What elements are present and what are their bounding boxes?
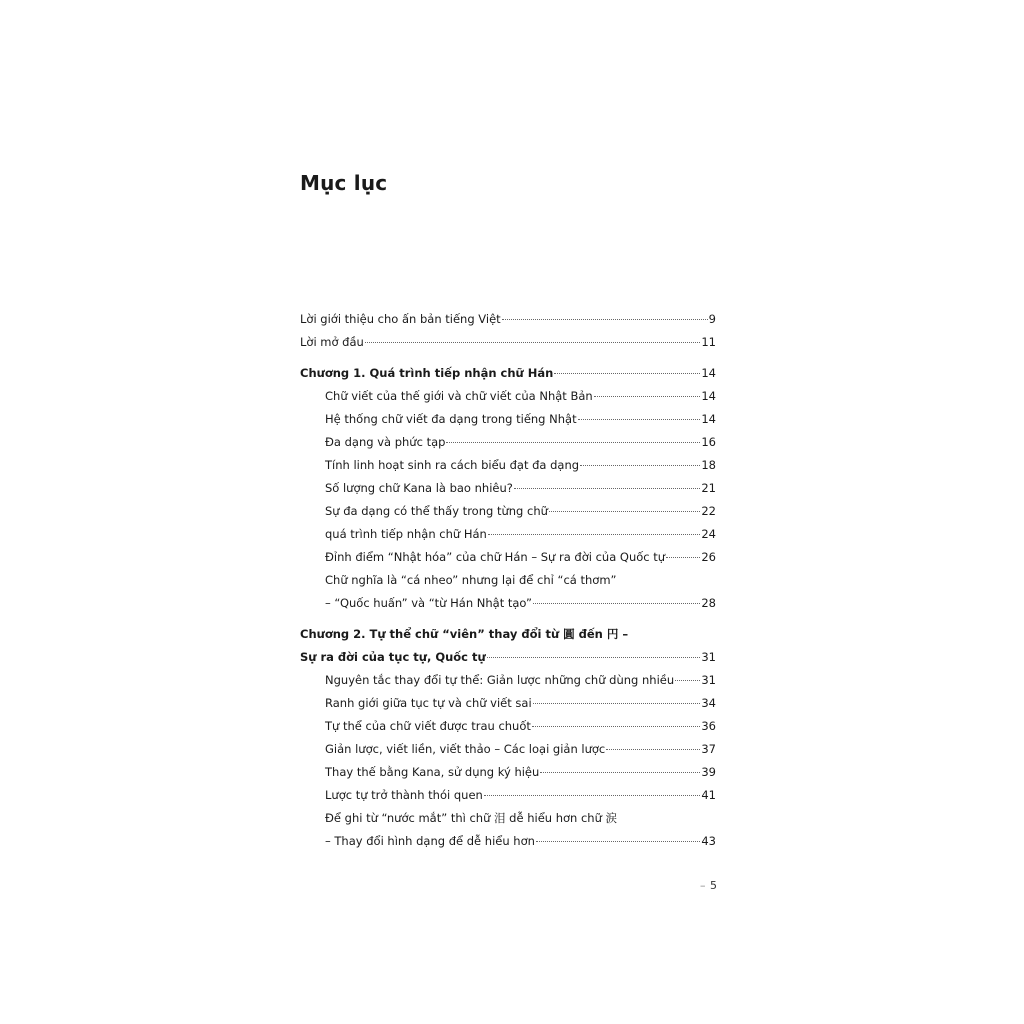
- toc-entry-label: Nguyên tắc thay đổi tự thể: Giản lược những chữ dùng nhiều: [325, 673, 675, 687]
- toc-entry-label-line-2: – Thay đổi hình dạng để dễ hiểu hơn: [325, 834, 535, 848]
- toc-entry-page: 24: [701, 527, 716, 541]
- toc-entry-label: Sự đa dạng có thể thấy trong từng chữ: [325, 504, 548, 518]
- toc-entry[interactable]: [300, 477, 716, 500]
- toc-entry-label: Chữ viết của thế giới và chữ viết của Nhật Bản: [325, 389, 593, 403]
- dot-leader: [666, 557, 700, 558]
- dot-leader: [549, 511, 700, 512]
- dot-leader: [533, 603, 700, 604]
- toc-entry-page: 16: [701, 435, 716, 449]
- toc-entry[interactable]: [300, 784, 716, 807]
- toc-entry-label: Lời giới thiệu cho ấn bản tiếng Việt: [300, 312, 501, 326]
- dot-leader: [484, 795, 701, 796]
- toc-entry-label: Đỉnh điểm “Nhật hóa” của chữ Hán – Sự ra đời của Quốc tự: [325, 550, 666, 564]
- page-title: Mục lục: [300, 171, 388, 195]
- toc-entry[interactable]: [300, 331, 716, 354]
- toc-entry-page: 43: [701, 834, 716, 848]
- toc-entry-label: Chương 1. Quá trình tiếp nhận chữ Hán: [300, 366, 554, 380]
- toc-entry[interactable]: [300, 408, 716, 431]
- toc-entry-page: 11: [701, 335, 716, 349]
- toc-entry[interactable]: [300, 569, 716, 615]
- toc-entry-page: 34: [701, 696, 716, 710]
- dot-leader: [514, 488, 700, 489]
- toc-entry[interactable]: [300, 523, 716, 546]
- toc-entry-page: 21: [701, 481, 716, 495]
- toc-entry-label: Số lượng chữ Kana là bao nhiêu?: [325, 481, 513, 495]
- page-number: 5: [710, 879, 717, 892]
- toc-entry-label-line-1: Để ghi từ “nước mắt” thì chữ 泪 dễ hiểu hơn chữ 涙: [325, 811, 618, 825]
- toc-entry-label: Giản lược, viết liền, viết thảo – Các loại giản lược: [325, 742, 606, 756]
- toc-entry[interactable]: [300, 715, 716, 738]
- toc-entry-label-line-2: – “Quốc huấn” và “từ Hán Nhật tạo”: [325, 596, 533, 610]
- toc-entry[interactable]: [300, 308, 716, 331]
- dot-leader: [540, 772, 700, 773]
- toc-entry[interactable]: [300, 431, 716, 454]
- toc-entry-page: 14: [701, 389, 716, 403]
- toc-entry-page: 22: [701, 504, 716, 518]
- toc-chapter-1[interactable]: [300, 362, 716, 385]
- toc-entry-label: Tính linh hoạt sinh ra cách biểu đạt đa dạng: [325, 458, 580, 472]
- dot-leader: [487, 657, 701, 658]
- toc-entry-page: 9: [708, 312, 716, 326]
- toc-entry[interactable]: [300, 669, 716, 692]
- dot-leader: [580, 465, 700, 466]
- dot-leader: [578, 419, 701, 420]
- toc-entry[interactable]: [300, 807, 716, 853]
- toc-entry[interactable]: [300, 385, 716, 408]
- footer-dash: –: [700, 879, 706, 892]
- dot-leader: [365, 342, 701, 343]
- toc-entry-label: Thay thế bằng Kana, sử dụng ký hiệu: [325, 765, 540, 779]
- toc-entry-label: Đa dạng và phức tạp: [325, 435, 446, 449]
- toc-chapter-2[interactable]: [300, 623, 716, 669]
- toc-entry-label-line-1: Chương 2. Tự thể chữ “viên” thay đổi từ 圓 đến 円 –: [300, 627, 629, 641]
- toc-entry[interactable]: [300, 738, 716, 761]
- toc-entry-page: 31: [701, 673, 716, 687]
- toc-entry[interactable]: [300, 761, 716, 784]
- toc-entry-label: quá trình tiếp nhận chữ Hán: [325, 527, 487, 541]
- toc-entry-page: 26: [701, 550, 716, 564]
- dot-leader: [606, 749, 700, 750]
- toc-entry-page: 14: [701, 366, 716, 380]
- dot-leader: [488, 534, 701, 535]
- dot-leader: [594, 396, 701, 397]
- toc-entry-page: 18: [701, 458, 716, 472]
- toc-entry[interactable]: [300, 454, 716, 477]
- toc-entry-page: 28: [701, 596, 716, 610]
- dot-leader: [554, 373, 700, 374]
- toc-entry-page: 37: [701, 742, 716, 756]
- dot-leader: [533, 703, 701, 704]
- toc-entry-page: 36: [701, 719, 716, 733]
- toc-entry-page: 14: [701, 412, 716, 426]
- dot-leader: [532, 726, 700, 727]
- toc-entry-label: Tự thể của chữ viết được trau chuốt: [325, 719, 531, 733]
- toc-entry[interactable]: [300, 546, 716, 569]
- toc-entry-label: Lược tự trở thành thói quen: [325, 788, 483, 802]
- dot-leader: [536, 841, 700, 842]
- toc-entry-label: Lời mở đầu: [300, 335, 364, 349]
- dot-leader: [675, 680, 700, 681]
- toc-entry-label: Ranh giới giữa tục tự và chữ viết sai: [325, 696, 532, 710]
- toc-entry-page: 31: [701, 650, 716, 664]
- toc-entry-page: 41: [701, 788, 716, 802]
- toc-entry-page: 39: [701, 765, 716, 779]
- toc-entry-label-line-1: Chữ nghĩa là “cá nheo” nhưng lại để chỉ “cá thơm”: [325, 573, 617, 587]
- toc-entry-label: Hệ thống chữ viết đa dạng trong tiếng Nhật: [325, 412, 577, 426]
- toc-entry[interactable]: [300, 500, 716, 523]
- toc-entry-label-line-2: Sự ra đời của tục tự, Quốc tự: [300, 650, 486, 664]
- dot-leader: [502, 319, 708, 320]
- dot-leader: [446, 442, 700, 443]
- toc-entry[interactable]: [300, 692, 716, 715]
- table-of-contents: [300, 308, 716, 853]
